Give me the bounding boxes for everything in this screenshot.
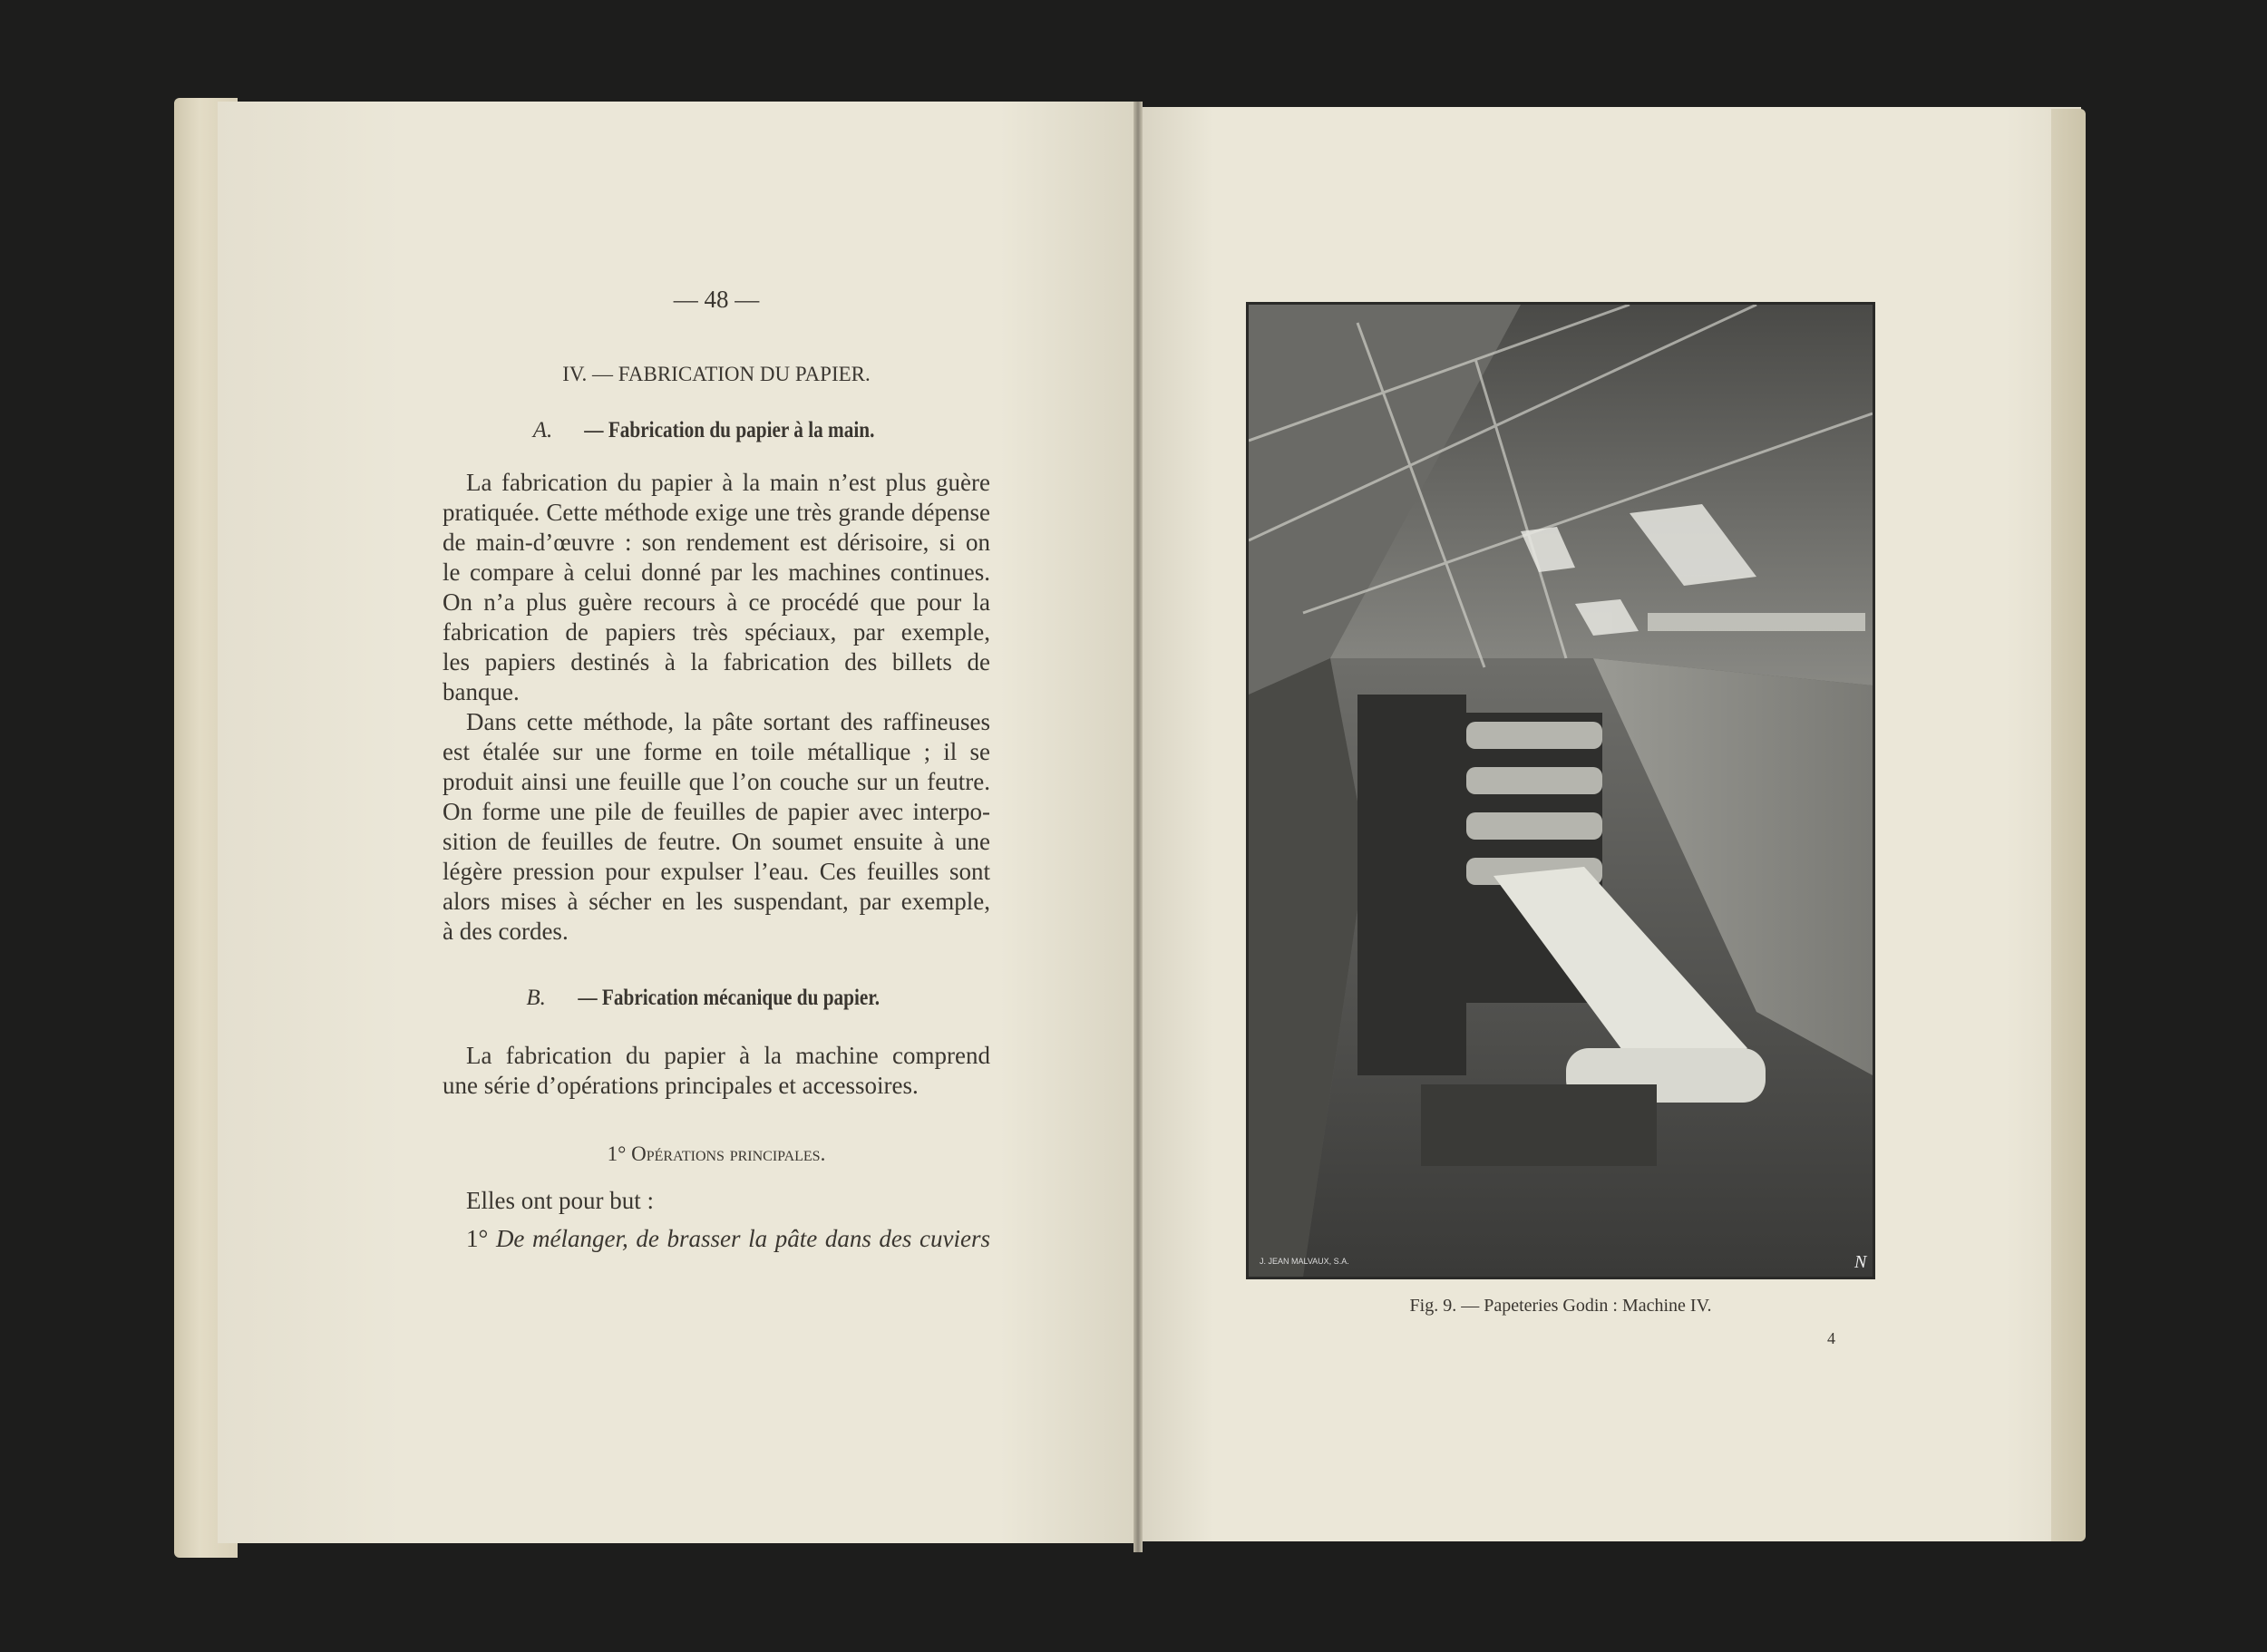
text-line: légère pression pour expulser l’eau. Ces feuilles sont [443,858,990,885]
text-line: banque. [443,678,520,705]
text-line: de main-d’œuvre : son rendement est dérisoire, si on [443,529,990,556]
section-a-heading [443,415,990,445]
list-item-text: De mélanger, de brasser la pâte dans des cuviers [495,1225,990,1252]
text-line: La fabrication du papier à la main n’est plus guère [466,469,990,496]
photo-credit: J. JEAN MALVAUX, S.A. [1260,1257,1349,1266]
text-line: produit ainsi une feuille que l’on couche sur un feutre. [443,768,990,795]
page-number: — 48 — [673,286,760,313]
list-item-1 [443,1224,990,1254]
figure-caption: Fig. 9. — Papeteries Godin : Machine IV. [1409,1296,1712,1316]
book-page-edges-right [2051,109,2086,1541]
section-a-title: — Fabrication du papier à la main. [583,418,874,442]
chapter-heading: IV. — FABRICATION DU PAPIER. [562,363,871,385]
text-line: La fabrication du papier à la machine comprend [466,1042,990,1069]
book-gutter [1134,102,1143,1552]
text-line: est étalée sur une forme en toile métallique ; il se [443,738,990,765]
text-line: le compare à celui donné par les machines continues. [443,559,990,586]
text-line: les papiers destinés à la fabrication des billets de [443,648,990,675]
section-b-label: B. [526,986,546,1010]
text-line: Dans cette méthode, la pâte sortant des raffineuses [466,708,990,735]
text-line: pratiquée. Cette méthode exige une très grande dépense [443,499,990,526]
text-line: fabrication de papiers très spéciaux, par exemple, [443,618,990,646]
list-item-number: 1° [466,1225,489,1252]
figure-photo-paper-machine [1246,302,1875,1279]
text-line: On n’a plus guère recours à ce procédé que pour la [443,588,990,616]
signature-mark: 4 [1827,1329,1835,1347]
photo-mark: N [1854,1252,1867,1272]
paragraph-4: Elles ont pour but : [466,1187,654,1214]
section-a-label: A. [532,418,553,442]
factory-interior-image [1249,305,1873,1277]
subheading-operations: 1° Opérations principales. [607,1142,826,1165]
text-line: une série d’opérations principales et accessoires. [443,1072,919,1099]
text-line: alors mises à sécher en les suspendant, par exemple, [443,888,990,915]
text-line: à des cordes. [443,918,569,945]
section-b-heading [443,983,990,1013]
section-b-title: — Fabrication mécanique du papier. [578,986,881,1010]
text-line: On forme une pile de feuilles de papier avec interpo- [443,798,990,825]
text-line: sition de feuilles de feutre. On soumet ensuite à une [443,828,990,855]
